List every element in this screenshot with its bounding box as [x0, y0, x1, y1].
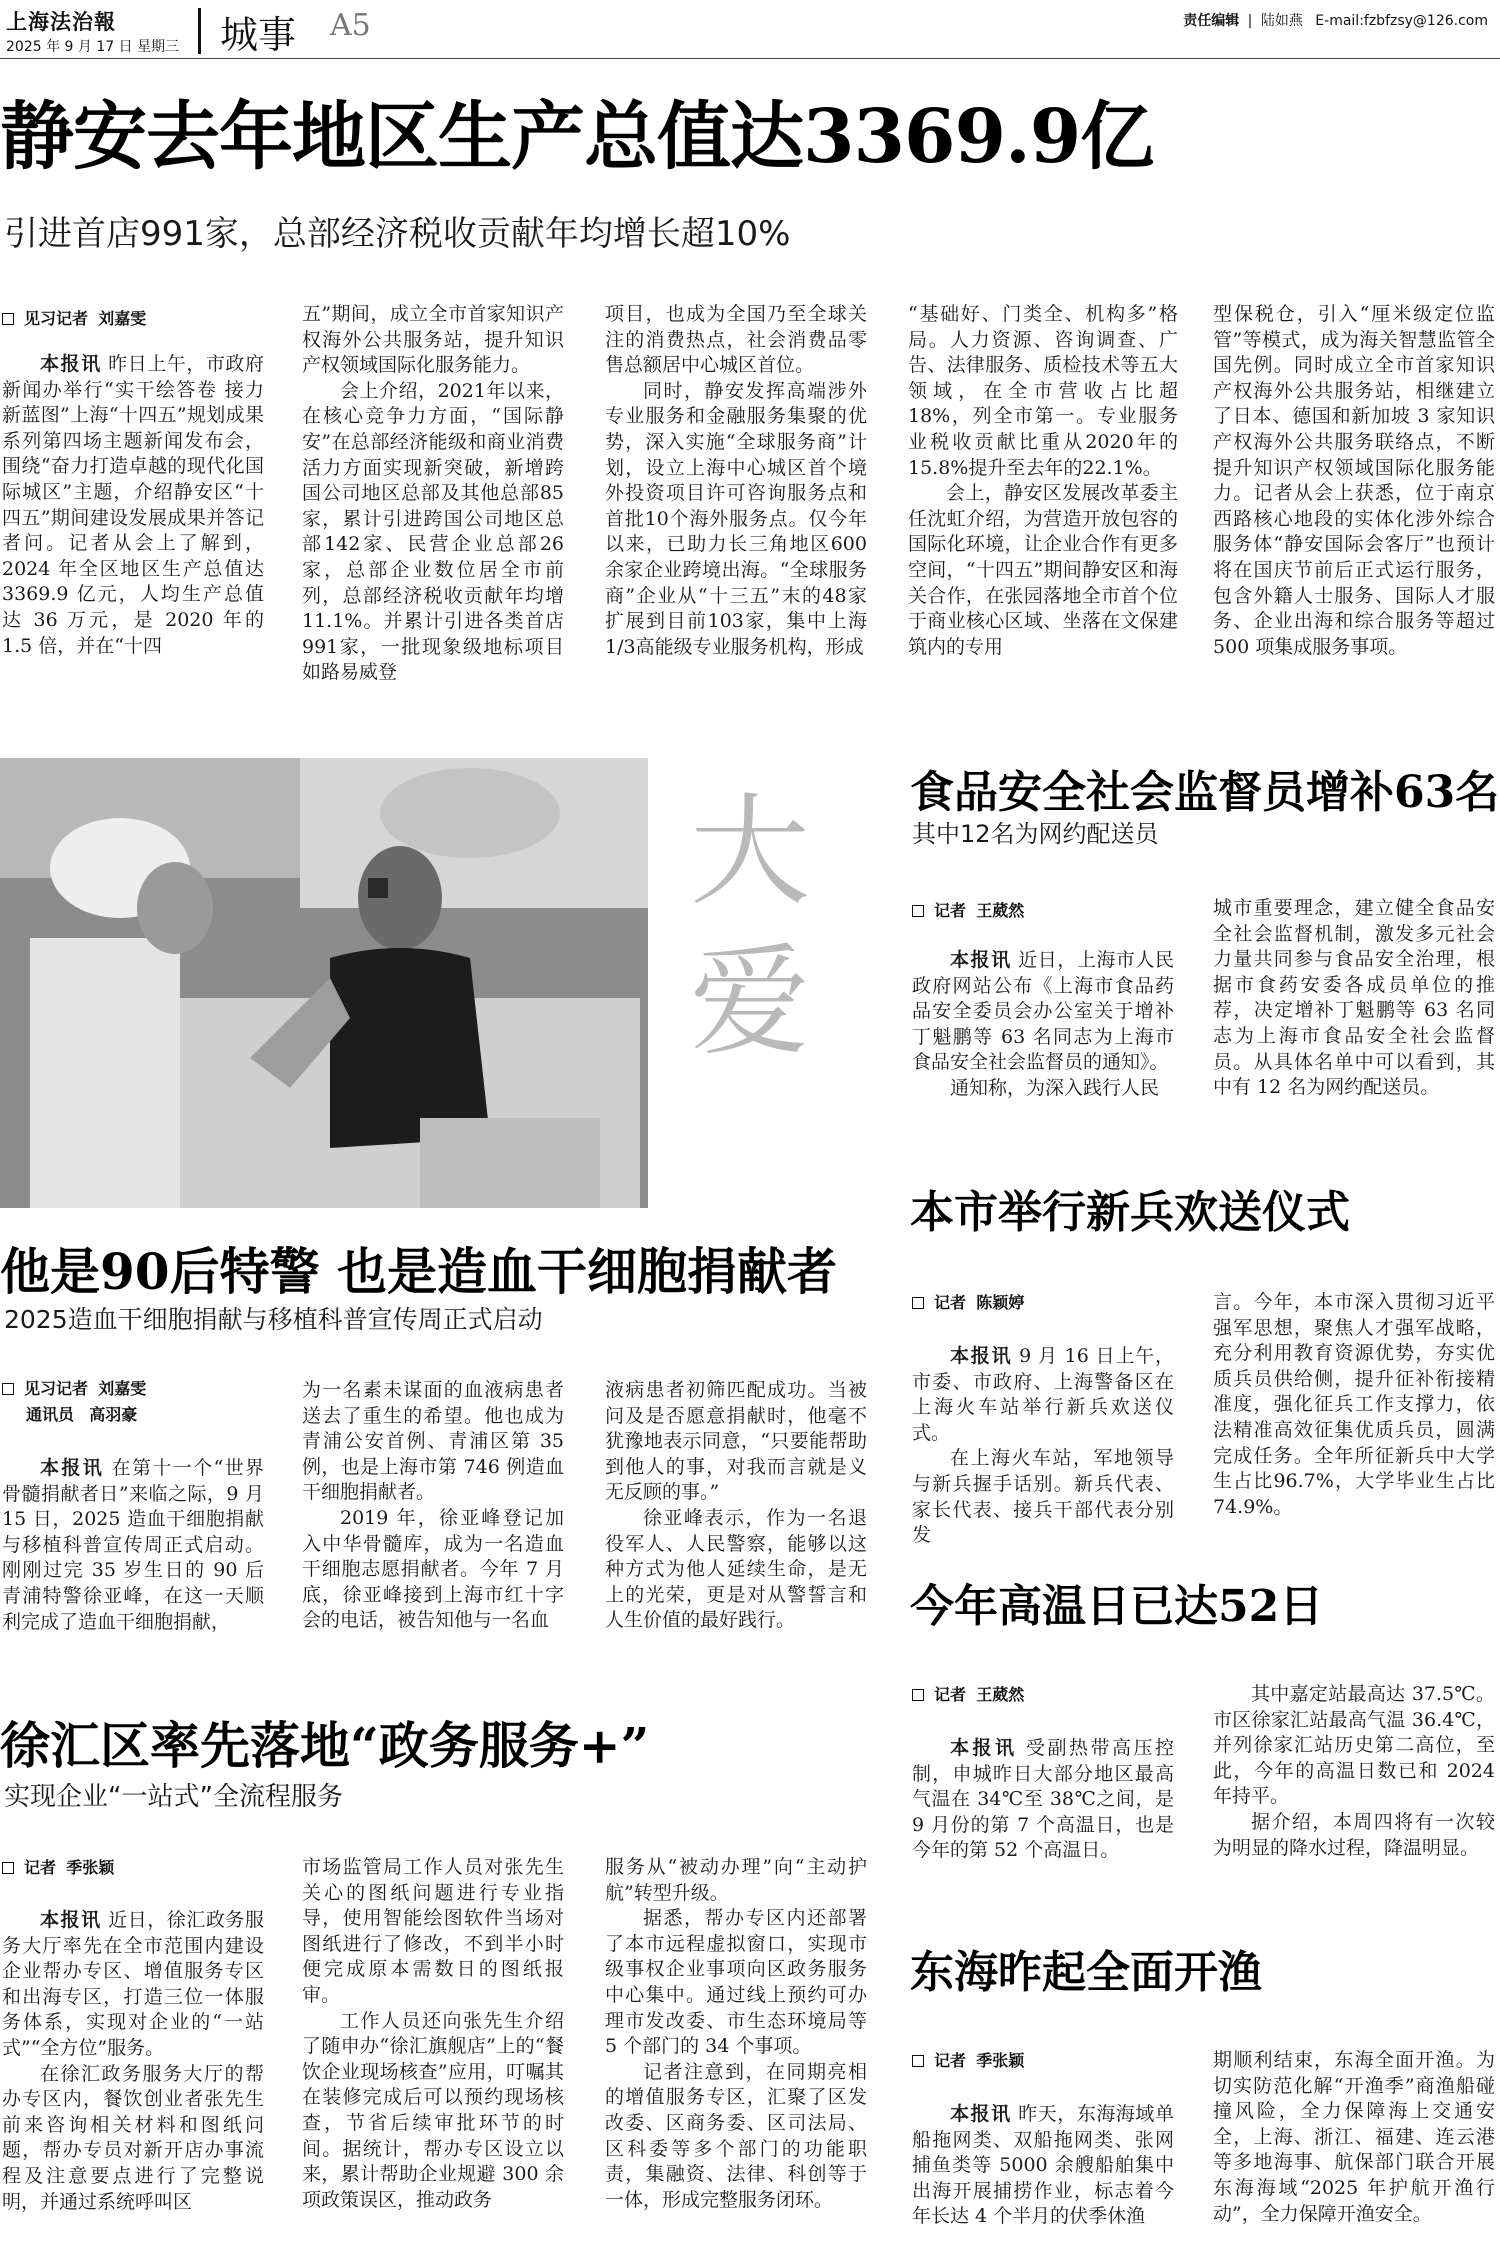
- subhead-stemcell: 2025造血干细胞捐献与移植科普宣传周正式启动: [4, 1305, 543, 1334]
- page-number: A5: [330, 8, 371, 43]
- stemcell-col-2: 为一名素未谋面的血液病患者送去了重生的希望。他也成为青浦公安首例、青浦区第 35 例，也是上海市第 746 例造血干细胞捐献者。 2019 年，徐亚峰登记加入中华骨髓库，成为一名造血干细胞志愿捐献者。今年 7 月底，徐亚峰接到上海市红十字会的电话，被告知他与一名血: [302, 1379, 564, 1632]
- jingan-col-2: 五”期间，成立全市首家知识产权海外公共服务站，提升知识产权领域国际化服务能力。 会上介绍，2021年以来，在核心竞争力方面，“国际静安”在总部经济能级和商业消费活力方面实现新突破，新增跨国公司地区总部及其他总部85家，累计引进跨国公司地区总部142家、民营企业总部26家，总部企业数位居全市前列，总部经济税收贡献年均增11.1%。并累计引进各类首店991家，一批现象级地标项目如路易威登: [302, 303, 564, 684]
- heat-col-2: 其中嘉定站最高达 37.5℃。市区徐家汇站最高气温 36.4℃，并列徐家汇站历史第二高位，至此，今年的高温日数已和 2024 年持平。 据介绍，本周四将有一次较为明显的降水过程，降温明显。: [1213, 1683, 1495, 1859]
- jingan-col-1: 本报讯 昨日上午，市政府新闻办举行“实干绘答卷 接力新蓝图”上海“十四五”规划成果系列第四场主题新闻发布会，围绕“奋力打造卓越的现代化国际城区”主题，介绍静安区“十四五”期间建设发展成果并答记者问。记者从会上了解到，2024 年全区地区生产总值达 3369.9 亿元，人均生产总值达 36 万元，是 2020 年的 1.5 倍，并在“十四: [2, 353, 264, 657]
- jingan-col-3: 项目，也成为全国乃至全球关注的消费热点，社会消费品零售总额居中心城区首位。 同时，静安发挥高端涉外专业服务和金融服务集聚的优势，深入实施“全球服务商”计划，设立上海中心城区首个境外投资项目许可咨询服务点和首批10个海外服务点。仅今年以来，已助力长三角地区600余家企业跨境出海。“全球服务商”企业从“十三五”末的48家扩展到目前103家，集中上海1/3高能级专业服务机构，形成: [605, 303, 867, 658]
- byline-stemcell: 见习记者 刘嘉雯 通讯员 高羽豪: [2, 1376, 146, 1428]
- byline-box-icon: [2, 1862, 14, 1874]
- jingan-col-5: 型保税仓，引入“厘米级定位监管”等模式，成为海关智慧监管全国先例。同时成立全市首家知识产权海外公共服务站，相继建立了日本、德国和新加坡 3 家知识产权海外公共服务联络点，不断提升知识产权领域国际化服务能力。记者从会上获悉，位于南京西路核心地段的实体化涉外综合服务体“静安国际会客厅”也预计将在国庆节前后正式运行服务，包含外籍人士服务、国际人才服务、企业出海和综合服务等超过 500 项集成服务事项。: [1213, 303, 1495, 658]
- headline-stemcell: 他是90后特警 也是造血干细胞捐献者: [0, 1242, 837, 1301]
- editor-name: 陆如燕: [1260, 13, 1303, 29]
- byline-xuhui: 记者 季张颖: [2, 1855, 114, 1881]
- stemcell-col-1: 本报讯 在第十一个“世界骨髓捐献者日”来临之际，9 月 15 日，2025 造血干细胞捐献与移植科普宣传周正式启动。刚刚过完 35 岁生日的 90 后青浦特警徐亚峰，在这一天顺利完成了造血干细胞捐献，: [2, 1457, 264, 1633]
- byline-recruits: 记者 陈颖婷: [912, 1290, 1024, 1316]
- byline-fishing: 记者 季张颖: [912, 2048, 1024, 2074]
- jingan-col-4: “基础好、门类全、机构多”格局。人力资源、咨询调查、广告、法律服务、质检技术等五大领域，在全市营收占比超18%，列全市第一。专业服务业税收贡献比重从2020年的15.8%提升至去年的22.1%。 会上，静安区发展改革委主任沈虹介绍，为营造开放包容的国际化环境，让企业合作有更多空间，“十四五”期间静安区和海关合作，在张园落地全市首个位于商业核心区域、坐落在文保建筑内的专用: [908, 303, 1178, 658]
- subhead-food: 其中12名为网约配送员: [912, 820, 1159, 848]
- byline-box-icon: [2, 1383, 14, 1395]
- byline-box-icon: [912, 1689, 924, 1701]
- headline-heat: 今年高温日已达52日: [910, 1581, 1324, 1632]
- stemcell-col-3: 液病患者初筛匹配成功。当被问及是否愿意捐献时，他毫不犹豫地表示同意，“只要能帮助到他人的事，对我而言就是义无反顾的事。” 徐亚峰表示，作为一名退役军人、人民警察，能够以这种方式为他人延续生命，是无上的光荣，更是对从警誓言和人生价值的最好践行。: [605, 1379, 867, 1632]
- recruits-col-1: 本报讯 9 月 16 日上午，市委、市政府、上海警备区在上海火车站举行新兵欢送仪式。 在上海火车站，军地领导与新兵握手话别。新兵代表、家长代表、接兵干部代表分别发: [912, 1345, 1174, 1547]
- headline-fishing: 东海昨起全面开渔: [910, 1947, 1262, 1998]
- headline-recruits: 本市举行新兵欢送仪式: [910, 1187, 1350, 1238]
- masthead-rule: [0, 58, 1500, 59]
- editor-email: E-mail:fzbfzsy@126.com: [1315, 13, 1488, 29]
- news-photo-donation: [0, 758, 648, 1208]
- subhead-xuhui: 实现企业“一站式”全流程服务: [4, 1782, 343, 1812]
- heat-col-1: 本报讯 受副热带高压控制，申城昨日大部分地区最高气温在 34℃至 38℃之间，是 9 月份的第 7 个高温日，也是今年的第 52 个高温日。: [912, 1737, 1174, 1862]
- issue-date: 2025 年 9 月 17 日 星期三: [6, 39, 180, 55]
- headline-xuhui: 徐汇区率先落地“政务服务+”: [0, 1716, 650, 1775]
- fishing-col-1: 本报讯 昨天，东海海域单船拖网类、双船拖网类、张网捕鱼类等 5000 余艘船舶集中出海开展捕捞作业，标志着今年长达 4 个半月的伏季休渔: [912, 2103, 1174, 2228]
- xuhui-col-2: 市场监管局工作人员对张先生关心的图纸问题进行专业指导，使用智能绘图软件当场对图纸进行了修改，不到半小时便完成原本需数日的图纸报审。 工作人员还向张先生介绍了随申办“徐汇旗舰店”上的“餐饮企业现场核查”应用，叮嘱其在装修完成后可以预约现场核查，节省后续审批环节的时间。据统计，帮办专区设立以来，累计帮助企业规避 300 余项政策误区，推动政务: [302, 1856, 564, 2211]
- masthead-divider: [198, 8, 201, 54]
- xuhui-col-3: 服务从“被动办理”向“主动护航”转型升级。 据悉，帮办专区内还部署了本市远程虚拟窗口，实现市级事权企业事项向区政务服务中心集中。通过线上预约可办理市发改委、市生态环境局等 5 个部门的 34 个事项。 记者注意到，在同期亮相的增值服务专区，汇聚了区发改委、区商务委、区司法局、区科委等多个部门的功能职责，集融资、法律、科创等于一体，形成完整服务闭环。: [605, 1856, 867, 2211]
- editor-credit: 责任编辑 | 陆如燕 E-mail:fzbfzsy@126.com: [1183, 13, 1488, 29]
- food-col-2: 城市重要理念，建立健全食品安全社会监督机制，激发多元社会力量共同参与食品安全治理，根据市食药安委各成员单位的推荐，决定增补丁魁鹏等 63 名同志为上海市食品安全社会监督员。从具体名单中可以看到，其中有 12 名为网约配送员。: [1213, 897, 1495, 1099]
- byline-box-icon: [912, 2055, 924, 2067]
- subhead-jingan: 引进首店991家，总部经济税收贡献年均增长超10%: [4, 214, 791, 254]
- photo-art-text: 大 爱: [690, 783, 810, 1072]
- editor-label: 责任编辑: [1183, 13, 1240, 29]
- xuhui-col-1: 本报讯 近日，徐汇政务服务大厅率先在全市范围内建设企业帮办专区、增值服务专区和出海专区，打造三位一体服务体系，实现对企业的“一站式”“全方位”服务。 在徐汇政务服务大厅的帮办专区内，餐饮创业者张先生前来咨询相关材料和图纸问题，帮办专员对新开店办事流程及注意要点进行了完整说明，并通过系统呼叫区: [2, 1909, 264, 2213]
- fishing-col-2: 期顺利结束，东海全面开渔。为切实防范化解“开渔季”商渔船碰撞风险，全力保障海上交通安全，上海、浙江、福建、连云港等多地海事、航保部门联合开展东海海域“2025 年护航开渔行动”，全力保障开渔安全。: [1213, 2049, 1495, 2225]
- byline-box-icon: [2, 313, 14, 325]
- recruits-col-2: 言。今年，本市深入贯彻习近平强军思想，聚焦人才强军战略，充分利用教育资源优势，夯实优质兵员供给侧，提升征补衔接精准度，强化征兵工作支撑力，依法精准高效征集优质兵员，圆满完成任务。全年所征新兵中大学生占比96.7%，大学毕业生占比74.9%。: [1213, 1291, 1495, 1518]
- food-col-1: 本报讯 近日，上海市人民政府网站公布《上海市食品药品安全委员会办公室关于增补丁魁鹏等 63 名同志为上海市食品安全社会监督员的通知》。 通知称，为深入践行人民: [912, 949, 1174, 1099]
- byline-box-icon: [912, 905, 924, 917]
- newspaper-logo: 上海法治報: [6, 9, 116, 34]
- photo-illustration: [0, 758, 648, 1208]
- byline-food: 记者 王葳然: [912, 898, 1024, 924]
- headline-food: 食品安全社会监督员增补63名: [910, 767, 1500, 818]
- byline-heat: 记者 王葳然: [912, 1682, 1024, 1708]
- byline-box-icon: [912, 1297, 924, 1309]
- section-name: 城事: [220, 13, 297, 57]
- headline-jingan: 静安去年地区生产总值达3369.9亿: [0, 94, 1154, 180]
- byline-jingan: 见习记者 刘嘉雯: [2, 306, 146, 332]
